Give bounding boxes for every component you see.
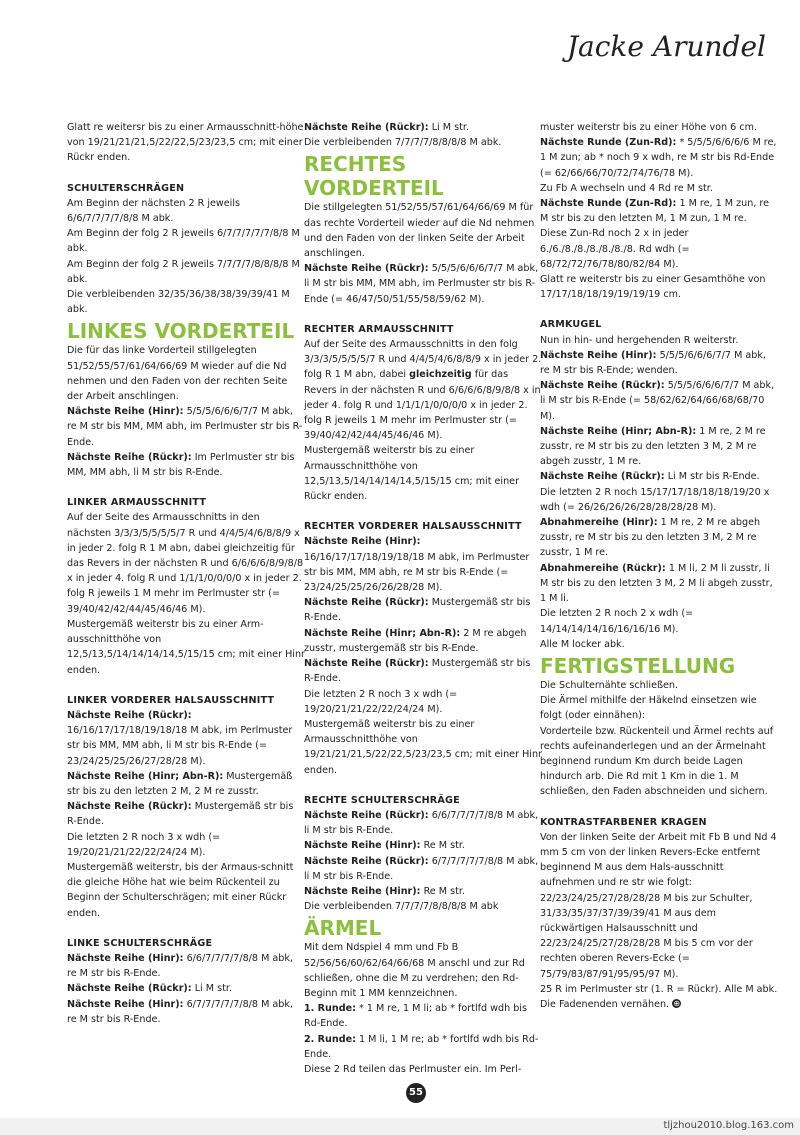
paragraph: Die Schulternähte schließen.: [540, 679, 679, 691]
row-label: Nächste Reihe (Hinr):: [67, 952, 184, 964]
subheading-linker-vorderer-halsausschnitt: LINKER VORDERER HALSAUSSCHNITT: [67, 694, 275, 706]
instruction-row: [67, 997, 305, 1027]
row-label: Nächste Reihe (Rückr):: [67, 709, 192, 721]
heading-linkes-vorderteil: LINKES VORDERTEIL: [67, 319, 295, 344]
instruction-row: [540, 469, 778, 484]
row-text: 2 M re abgeh zusstr, mustergemäß str bis R-Ende.: [304, 627, 527, 654]
paragraph: Am Beginn der nächsten 2 R jeweils 6/6/7/7/7/7/8/8 M abk.: [67, 197, 241, 225]
paragraph: Die Ärmel mithilfe der Häkelnd einsetzen wie folgt (oder einnähen):: [540, 695, 757, 722]
paragraph: Mustergemäß weiterstr, bis der Armaus-schnitt die gleiche Höhe hat wie beim Rückenteil zu Beginn der Schulterschrägen; mit einer Rückr enden.: [67, 861, 294, 919]
instruction-row: [304, 808, 542, 838]
row-text: Mustergemäß str bis R-Ende.: [67, 801, 294, 828]
instruction-row: [304, 884, 542, 899]
subheading-kontrastfarbener-kragen: KONTRASTFARBENER KRAGEN: [540, 816, 707, 828]
row-text: 1 M li, 2 M li zusstr, li M str bis zu den letzten 3 M, 2 M li abgeh zusstr, 1 M li.: [540, 562, 773, 605]
row-text: 5/5/5/6/6/6/7/7 M abk, re M str bis MM, MM abh, im Perlmuster str bis R-Ende.: [67, 406, 303, 448]
row-label: Nächste Reihe (Rückr):: [304, 809, 429, 821]
row-label: Nächste Reihe (Rückr):: [304, 122, 429, 133]
subheading-schulterschraegen: SCHULTERSCHRÄGEN: [67, 182, 185, 194]
row-label: Nächste Reihe (Hinr):: [67, 406, 184, 418]
instruction-row: [540, 561, 778, 607]
row-label: Nächste Reihe (Hinr):: [304, 885, 421, 897]
subheading-rechter-vorderer-halsausschnitt: RECHTER VORDERER HALSAUSSCHNITT: [304, 521, 522, 533]
paragraph: Zu Fb A wechseln und 4 Rd re M str.: [540, 182, 713, 194]
page-title: Jacke Arundel: [566, 30, 766, 63]
paragraph: Glatt re weiterstr bis zu einer Gesamthöhe von 17/17/18/18/19/19/19/19 cm.: [540, 274, 766, 301]
row-text: 16/16/17/17/18/19/18/18 M abk, im Perlmuster str bis MM, MM abh, li M str bis R-Ende (= 23/24/25/25/26/27/28/28 M).: [67, 725, 293, 767]
paragraph: Die verbleibenden 7/7/7/7/8/8/8/8 M abk: [304, 901, 499, 913]
paragraph: Von der linken Seite der Arbeit mit Fb B und Nd 4 mm 5 cm von der linken Revers-Ecke entfernt beginnend M aus dem Hals-ausschnitt aufnehmen und re str wie folgt: 22/23/24/25/27/28/28/28 M bis zur Schulter, 31/33/35/37/37/39/39/41 M aus dem rückwärtigen Halsausschnitt und 22/23/24/25/27/28/28/28 M bis 5 cm vor der rechten oberen Revers-Ecke (= 75/79/83/87/91/95/95/97 M).: [540, 831, 777, 980]
row-label: 2. Runde:: [304, 1033, 356, 1045]
instruction-row: [67, 981, 305, 996]
paragraph: Diese Zun-Rd noch 2 x in jeder 6./6./8./8./8./8./8./8. Rd wdh (= 68/72/72/76/78/80/82/84 M).: [540, 228, 690, 270]
row-label: Nächste Runde (Zun-Rd):: [540, 198, 677, 210]
paragraph: Mustergemäß weiterstr bis zu einer Armausschnitthöhe von 19/21/21/21,5/22/22,5/23/23,5 cm; mit einer Hinr enden.: [304, 718, 542, 776]
subheading-linker-armausschnitt: LINKER ARMAUSSCHNITT: [67, 497, 207, 509]
paragraph: Mustergemäß weiterstr bis zu einer Arm-ausschnitthöhe von 12,5/13,5/14/14/14/14,5/15/15 cm; mit einer Hinr enden.: [67, 618, 305, 676]
heading-aermel: ÄRMEL: [304, 916, 382, 941]
row-text: Re M str.: [420, 885, 465, 897]
instruction-row: [67, 450, 305, 480]
watermark: tljzhou2010.blog.163.com: [663, 1120, 794, 1131]
paragraph: Diese 2 Rd teilen das Perlmuster ein. Im Perl-: [304, 1063, 522, 1075]
row-text: * 1 M re, 1 M li; ab * fortlfd wdh bis Rd-Ende.: [304, 1003, 527, 1030]
instruction-row: [67, 404, 305, 450]
instruction-row: [304, 838, 542, 853]
paragraph: Nun in hin- und hergehenden R weiterstr.: [540, 334, 739, 346]
paragraph: Die für das linke Vorderteil stillgelegten 51/52/55/57/61/64/66/69 M wieder auf die Nd nehmen und den Faden von der rechten Seite der Arbeit anschlingen.: [67, 345, 288, 403]
instruction-row: [67, 951, 305, 981]
row-label: Nächste Reihe (Rückr):: [540, 380, 665, 392]
row-label: Nächste Reihe (Hinr):: [540, 349, 657, 361]
instruction-row: [67, 708, 305, 769]
row-label: Nächste Reihe (Rückr):: [304, 263, 429, 275]
instruction-row: [540, 196, 778, 226]
column-2: [304, 120, 542, 1077]
subheading-linke-schulterschraege: LINKE SCHULTERSCHRÄGE: [67, 937, 213, 949]
row-label: 1. Runde:: [304, 1003, 356, 1015]
row-text: Re M str.: [420, 840, 465, 852]
instruction-row: [304, 595, 542, 625]
instruction-row: [540, 515, 778, 561]
paragraph: Mustergemäß weiterstr bis zu einer Armausschnitthöhe von 12,5/13,5/14/14/14/14,5/15/15 cm; mit einer Rückr enden.: [304, 445, 520, 503]
row-text: 1 M li, 1 M re; ab * fortlfd wdh bis Rd-Ende.: [304, 1033, 539, 1060]
row-text: 1 M re, 2 M re zusstr, re M str bis zu den letzten 3 M, 2 M re abgeh zusstr, 1 M re.: [540, 425, 766, 468]
row-text: Im Perlmuster str bis MM, MM abh, li M str bis R-Ende.: [67, 451, 295, 479]
column-1: [67, 120, 305, 1027]
row-text: Mustergemäß str bis R-Ende.: [304, 597, 531, 624]
subheading-armkugel: ARMKUGEL: [540, 319, 602, 331]
paragraph: Die verbleibenden 7/7/7/7/8/8/8/8 M abk.: [304, 137, 502, 149]
row-label: Nächste Reihe (Rückr):: [67, 451, 192, 463]
row-text: 6/6/7/7/7/7/8/8 M abk, li M str bis R-Ende.: [304, 809, 539, 837]
paragraph: Mit dem Ndspiel 4 mm und Fb B 52/56/56/60/62/64/66/68 M anschl und zur Rd schließen, ohne die M zu verdrehen; den Rd-Beginn mit 1 MM kennzeichnen.: [304, 942, 525, 999]
row-text: 6/6/7/7/7/7/8/8 M abk, re M str bis R-Ende.: [67, 952, 293, 980]
row-text: Mustergemäß str bis zu den letzten 2 M, 2 M re zusstr.: [67, 770, 293, 797]
paragraph-text: Die Fadenenden vernähen.: [540, 998, 670, 1010]
instruction-row: [540, 424, 778, 470]
row-text: 16/16/17/17/18/19/18/18 M abk, im Perlmuster str bis MM, MM abh, re M str bis R-Ende (= 23/24/25/25/26/26/28/28 M).: [304, 551, 530, 594]
subheading-rechter-armausschnitt: RECHTER ARMAUSSCHNITT: [304, 323, 454, 335]
row-label: Nächste Reihe (Hinr):: [67, 998, 184, 1010]
paragraph: Alle M locker abk.: [540, 638, 625, 650]
instruction-row: [67, 769, 305, 799]
row-text: 5/5/5/6/6/6/7/7 M abk, li M str bis MM, MM abh, im Perlmuster str bis R-Ende (= 46/47/50/51/55/58/59/62 M).: [304, 263, 539, 305]
row-label: Nächste Reihe (Rückr):: [304, 855, 429, 867]
paragraph: muster weiterstr bis zu einer Höhe von 6 cm.: [540, 122, 757, 133]
row-text: Mustergemäß str bis R-Ende.: [304, 658, 531, 685]
row-text: * 5/5/5/6/6/6/6 M re, 1 M zun; ab * noch 9 x wdh, re M str bis Rd-Ende (= 62/66/66/70/72/74/76/78 M).: [540, 137, 777, 179]
end-mark-icon: ⊕: [673, 999, 681, 1009]
instruction-row: [304, 626, 542, 656]
row-label: Nächste Reihe (Hinr; Abn-R):: [304, 627, 461, 639]
paragraph: Am Beginn der folg 2 R jeweils 7/7/7/7/8/8/8/8 M abk.: [67, 258, 300, 285]
row-text: 1 M re, 2 M re abgeh zusstr, re M str bis zu den letzten 3 M, 2 M re zusstr, 1 M re.: [540, 517, 761, 559]
instruction-row: [304, 1032, 542, 1062]
paragraph: Glatt re weitersr bis zu einer Armausschnitt-höhe von 19/21/21/21,5/22/22,5/23/23,5 cm; mit einer Rückr enden.: [67, 122, 304, 164]
row-text: 5/5/5/6/6/6/7/7 M abk, li M str bis R-Ende (= 58/62/62/64/66/68/68/70 M).: [540, 380, 775, 422]
row-label: Nächste Reihe (Hinr; Abn-R):: [540, 425, 697, 437]
emphasis: gleichzeitig: [409, 369, 472, 381]
row-label: Nächste Reihe (Rückr):: [67, 801, 192, 813]
paragraph: Am Beginn der folg 2 R jeweils 6/7/7/7/7/7/8/8 M abk.: [67, 228, 300, 255]
instruction-row: [304, 1001, 542, 1031]
row-text: 6/7/7/7/7/7/8/8 M abk, li M str bis R-Ende.: [304, 855, 539, 882]
column-3: [540, 120, 778, 1012]
page-number: 55: [406, 1083, 426, 1103]
row-label: Nächste Reihe (Rückr):: [67, 983, 192, 995]
instruction-row: [540, 348, 778, 378]
row-text: 5/5/5/6/6/6/7/7 M abk, re M str bis R-Ende; wenden.: [540, 349, 766, 377]
paragraph: Vorderteile bzw. Rückenteil und Ärmel rechts auf rechts aufeinanderlegen und an der Ärmelnaht beginnend rundum Km durch beide Lagen hindurch arb. Die Rd mit 1 Km in die 1. M schließen, den Faden abschneiden und sichern.: [540, 725, 774, 798]
paragraph: Die verbleibenden 32/35/36/38/38/39/39/41 M abk.: [67, 289, 290, 316]
row-label: Nächste Reihe (Hinr; Abn-R):: [67, 770, 224, 782]
paragraph: [304, 337, 542, 443]
paragraph: Die letzten 2 R noch 3 x wdh (= 19/20/21/21/22/22/24/24 M).: [304, 688, 458, 715]
row-label: Nächste Reihe (Rückr):: [304, 597, 429, 609]
row-text: 6/7/7/7/7/7/8/8 M abk, re M str bis R-Ende.: [67, 998, 293, 1025]
row-label: Abnahmereihe (Hinr):: [540, 517, 658, 529]
instruction-row: [304, 261, 542, 307]
row-text: 1 M re, 1 M zun, re M str bis zu den letzten M, 1 M zun, 1 M re.: [540, 198, 770, 225]
paragraph: Auf der Seite des Armausschnitts in den nächsten 3/3/3/5/5/5/5/7 R und 4/4/5/4/6/8/8/9 x in jeder 2. folg R 1 M abn, dabei gleichzeitig für das Revers in der nächsten R und 6/6/6/6/8/9/8/8 x in jeder 4. folg R und 1/1/1/0/0/0/0 x in jeder 2. folg R jeweils 1 M mehr im Perlmuster str (= 39/40/42/42/44/45/46/46 M).: [67, 512, 304, 615]
paragraph-text: Auf der Seite des Armausschnitts in den folg 3/3/3/5/5/5/5/7 R und 4/4/5/4/6/8/8/9 x in jeder 2. folg R 1 M abn, dabei: [304, 339, 542, 381]
row-label: Nächste Reihe (Hinr):: [304, 840, 421, 852]
paragraph: Die letzten 2 R noch 15/17/17/18/18/18/19/20 x wdh (= 26/26/26/26/28/28/28/28 M).: [540, 486, 770, 513]
heading-rechtes-vorderteil: RECHTES VORDERTEIL: [304, 152, 444, 201]
instruction-row: [304, 854, 542, 884]
heading-fertigstellung: FERTIGSTELLUNG: [540, 653, 736, 678]
row-text: Li M str bis R-Ende.: [664, 471, 760, 483]
instruction-row: [304, 120, 542, 135]
instruction-row: [540, 135, 778, 181]
row-label: Nächste Runde (Zun-Rd):: [540, 137, 677, 149]
row-label: Nächste Reihe (Rückr):: [304, 658, 429, 670]
row-label: Nächste Reihe (Rückr):: [540, 471, 665, 483]
paragraph: Die letzten 2 R noch 3 x wdh (= 19/20/21/21/22/22/24/24 M).: [67, 831, 221, 858]
instruction-row: [540, 378, 778, 424]
row-text: Li M str.: [191, 983, 232, 995]
instruction-row: [304, 656, 542, 686]
paragraph: [540, 997, 778, 1012]
paragraph: Die stillgelegten 51/52/55/57/61/64/66/69 M für das rechte Vorderteil wieder auf die Nd nehmen und den Faden von der linken Seite der Arbeit anschlingen.: [304, 202, 535, 260]
instruction-row: [67, 799, 305, 829]
instruction-row: [304, 534, 542, 595]
paragraph: 25 R im Perlmuster str (1. R = Rückr). Alle M abk.: [540, 983, 778, 995]
row-label: Nächste Reihe (Hinr):: [304, 536, 421, 548]
row-text: Li M str.: [428, 122, 469, 133]
subheading-rechte-schulterschraege: RECHTE SCHULTERSCHRÄGE: [304, 794, 460, 806]
row-label: Abnahmereihe (Rückr):: [540, 562, 666, 574]
paragraph-text: für das Revers in der nächsten R und 6/6/6/6/8/9/8/8 x in jeder 4. folg R und 1/1/1/1/0/0/0/0 x in jeder 2. folg R jeweils 1 M mehr im Perlmuster str (= 39/40/42/42/44/45/46/46 M).: [304, 369, 541, 442]
paragraph: Die letzten 2 R noch 2 x wdh (= 14/14/14/14/16/16/16/16 M).: [540, 608, 694, 635]
